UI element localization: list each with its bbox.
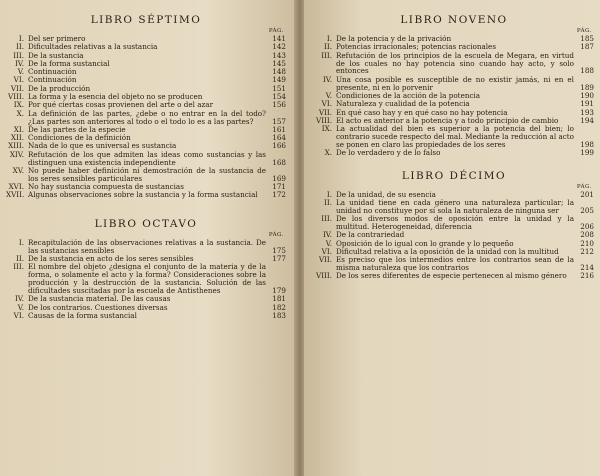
chapter-title: Algunas observaciones sobre la sustancia y la forma sustancial	[28, 190, 258, 200]
toc-entry	[314, 76, 594, 92]
page-number: 190	[580, 90, 594, 100]
chapter-title: Del ser primero	[28, 34, 86, 43]
page-column-label: PÁG.	[268, 231, 284, 238]
chapter-title: De los diversos modos de oposición entre la unidad y la multitud. Heterogeneidad, diferencia	[336, 214, 574, 231]
chapter-title: Condiciones de la acción de la potencia	[336, 90, 481, 100]
page-number: 148	[272, 67, 286, 77]
left-page	[0, 0, 296, 476]
page-number: 149	[272, 75, 286, 85]
page-number: 142	[272, 42, 286, 52]
toc-entry	[6, 239, 286, 255]
page-column-label: PÁG.	[576, 183, 592, 190]
page-number: 175	[272, 245, 286, 255]
chapter-number: V.	[325, 238, 332, 248]
page-number: 151	[272, 83, 286, 93]
page-number: 183	[272, 310, 286, 320]
page-number: 171	[272, 182, 286, 192]
chapter-number: VII.	[10, 83, 24, 93]
page-number: 198	[580, 139, 594, 149]
chapter-title: Refutación de los que admiten las ideas como sustancias y las distinguen una existencia independiente	[28, 149, 266, 167]
chapter-title: La unidad tiene en cada género una naturaleza particular; la unidad no constituye por sí sola la naturaleza de ninguna ser	[336, 197, 574, 215]
chapter-title: Nada de lo que es universal es sustancia	[28, 141, 177, 151]
chapter-number: III.	[321, 50, 332, 60]
toc-entry	[6, 151, 286, 167]
chapter-number: V.	[17, 67, 24, 77]
section-title-libro-decimo: LIBRO DÉCIMO	[401, 169, 507, 182]
chapter-title: Continuación	[28, 67, 77, 77]
toc-entry	[6, 167, 286, 183]
chapter-title: De la unidad, de su esencia	[336, 189, 436, 199]
page-number: 164	[272, 133, 286, 143]
chapter-number: VII.	[318, 255, 332, 265]
chapter-title: De la producción	[28, 83, 91, 93]
toc-entry	[314, 199, 594, 215]
toc-libro-decimo	[314, 191, 594, 281]
toc-libro-septimo	[6, 35, 286, 199]
chapter-number: VIII.	[8, 92, 24, 102]
chapter-title: De la sustancia material. De las causas	[28, 294, 171, 304]
chapter-title: Condiciones de la definición	[28, 133, 131, 143]
page-number: 145	[272, 58, 286, 68]
chapter-title: Recapitulación de las observaciones relativas a la sustancia. De las sustancias sensibles	[28, 237, 266, 255]
page-number: 168	[272, 157, 286, 167]
page-number: 191	[580, 99, 594, 109]
page-number: 169	[272, 173, 286, 183]
chapter-title: De las partes de la especie	[28, 124, 126, 134]
chapter-number: IV.	[14, 294, 24, 304]
chapter-title: Una cosa posible es susceptible de no existir jamás, ni en el presente, ni en lo porvenir	[336, 74, 574, 92]
page-number: 193	[580, 107, 594, 117]
page-number: 166	[272, 141, 286, 151]
chapter-title: De los contrarios. Cuestiones diversas	[28, 302, 168, 312]
page-number: 205	[580, 205, 594, 215]
toc-entry	[314, 231, 594, 239]
page-number: 210	[580, 238, 594, 248]
chapter-number: VI.	[321, 99, 332, 109]
chapter-number: I.	[326, 189, 332, 199]
chapter-title: La forma y la esencia del objeto no se producen	[28, 92, 203, 102]
chapter-title: La definición de las partes, ¿debe o no entrar en la del todo? ¿Las partes son anteriores al todo o el todo lo es a las partes?	[28, 108, 266, 126]
chapter-number: X.	[16, 108, 24, 118]
page-number: 194	[580, 115, 594, 125]
chapter-title: De los seres diferentes de especie pertenecen al mismo género	[336, 271, 567, 281]
page-number: 172	[272, 190, 286, 200]
page-number: 141	[272, 34, 286, 43]
right-page	[304, 0, 600, 476]
chapter-number: XIII.	[8, 141, 24, 151]
chapter-number: IV.	[322, 74, 332, 84]
toc-entry	[314, 272, 594, 280]
page-column-label: PÁG.	[576, 28, 592, 34]
chapter-title: Dificultad relativa a la oposición de la unidad con la multitud	[336, 246, 559, 256]
chapter-number: III.	[321, 214, 332, 223]
page-number: 189	[580, 82, 594, 92]
chapter-title: Por qué ciertas cosas provienen del arte o del azar	[28, 100, 214, 110]
page-number: 156	[272, 100, 286, 110]
chapter-number: IX.	[13, 100, 24, 110]
chapter-number: II.	[16, 253, 24, 263]
chapter-title: El nombre del objeto ¿designa el conjunto de la materia y de la forma, o solamente el acto y la forma? Consideraciones sobre la producción y la destrucción de la sustancia. Solución de las dificultades suscitadas por la escuela de Antisthenes	[28, 262, 266, 295]
page-number: 182	[272, 302, 286, 312]
toc-entry	[314, 149, 594, 157]
chapter-number: III.	[13, 50, 24, 60]
page-number: 212	[580, 246, 594, 256]
chapter-title: Es preciso que los intermedios entre los contrarios sean de la misma naturaleza que los contrarios	[336, 255, 574, 272]
page-number: 208	[580, 230, 594, 240]
page-number: 214	[580, 263, 594, 272]
page-number: 143	[272, 50, 286, 60]
toc-entry	[6, 295, 286, 303]
chapter-title: De lo verdadero y de lo falso	[336, 148, 441, 158]
chapter-title: Oposición de lo igual con lo grande y lo pequeño	[336, 238, 514, 248]
page-number: 157	[272, 116, 286, 126]
page-number: 154	[272, 92, 286, 102]
toc-entry	[6, 110, 286, 126]
chapter-number: II.	[16, 42, 24, 52]
chapter-title: Continuación	[28, 75, 77, 85]
page-number: 179	[272, 285, 286, 295]
page-number: 187	[580, 42, 594, 52]
page-number: 216	[580, 271, 594, 281]
chapter-title: Causas de la forma sustancial	[28, 310, 137, 320]
page-column-label: PÁG.	[268, 28, 284, 34]
page-number: 199	[580, 148, 594, 158]
toc-libro-octavo	[6, 239, 286, 320]
chapter-title: La actualidad del bien es superior a la potencia del bien; lo contrario sucede respecto del mal. Mediante la reducción al acto se ponen en claro las propiedades de los seres	[336, 124, 574, 149]
chapter-number: XIV.	[9, 149, 24, 159]
chapter-title: Refutación de los principios de la escuela de Megara, en virtud de los cuales no hay potencia sino cuando hay acto, y solo entonces	[336, 50, 574, 76]
chapter-number: VI.	[13, 310, 24, 320]
chapter-number: IV.	[322, 230, 332, 240]
page-number: 177	[272, 253, 286, 263]
toc-entry	[6, 191, 286, 199]
chapter-title: En qué caso hay y en qué caso no hay potencia	[336, 107, 508, 117]
chapter-number: I.	[18, 34, 24, 43]
chapter-number: XVI.	[8, 182, 24, 192]
page-number: 206	[580, 221, 594, 231]
chapter-number: V.	[17, 302, 24, 312]
chapter-title: No hay sustancia compuesta de sustancias	[28, 182, 184, 192]
page-number: 161	[272, 124, 286, 134]
chapter-title: De la sustancia en acto de los seres sensibles	[28, 253, 194, 263]
chapter-number: VIII.	[316, 271, 332, 281]
chapter-number: I.	[326, 34, 332, 43]
chapter-number: XI.	[13, 124, 24, 134]
page-number: 181	[272, 294, 286, 304]
chapter-number: VIII.	[316, 115, 332, 125]
chapter-number: XVII.	[6, 190, 25, 200]
toc-entry	[6, 263, 286, 295]
chapter-title: Potencias irracionales; potencias racionales	[336, 42, 497, 52]
chapter-title: De la forma sustancial	[28, 58, 110, 68]
chapter-number: VI.	[321, 246, 332, 256]
chapter-number: XII.	[10, 133, 24, 143]
toc-entry	[314, 100, 594, 108]
toc-entry	[6, 312, 286, 320]
chapter-title: No puede haber definición ni demostración de la sustancia de los seres sensibles particulares	[28, 165, 266, 183]
section-title-libro-octavo: LIBRO OCTAVO	[94, 217, 198, 230]
toc-entry	[314, 52, 594, 76]
chapter-number: II.	[324, 42, 332, 52]
section-title-libro-noveno: LIBRO NOVENO	[400, 14, 508, 26]
page-number: 185	[580, 34, 594, 43]
chapter-title: Naturaleza y cualidad de la potencia	[336, 99, 470, 109]
chapter-number: III.	[13, 262, 24, 272]
chapter-number: VII.	[318, 107, 332, 117]
toc-entry	[314, 125, 594, 149]
toc-entry	[314, 215, 594, 231]
chapter-number: I.	[18, 237, 24, 247]
chapter-number: IX.	[321, 124, 332, 134]
chapter-title: El acto es anterior a la potencia y a todo principio de cambio	[336, 115, 559, 125]
chapter-number: XV.	[12, 165, 24, 175]
section-title-libro-septimo: LIBRO SÉPTIMO	[90, 14, 202, 26]
chapter-number: VI.	[13, 75, 24, 85]
chapter-number: II.	[324, 197, 332, 207]
chapter-title: De la sustancia	[28, 50, 84, 60]
chapter-title: De la potencia y de la privación	[336, 34, 452, 43]
chapter-number: V.	[325, 90, 332, 100]
chapter-title: Dificultades relativas a la sustancia	[28, 42, 158, 52]
toc-libro-noveno	[314, 35, 594, 157]
page-number: 201	[580, 189, 594, 199]
toc-entry	[314, 256, 594, 272]
chapter-number: IV.	[14, 58, 24, 68]
page-number: 188	[580, 66, 594, 76]
chapter-number: X.	[324, 148, 332, 158]
chapter-title: De la contrariedad	[336, 230, 405, 240]
